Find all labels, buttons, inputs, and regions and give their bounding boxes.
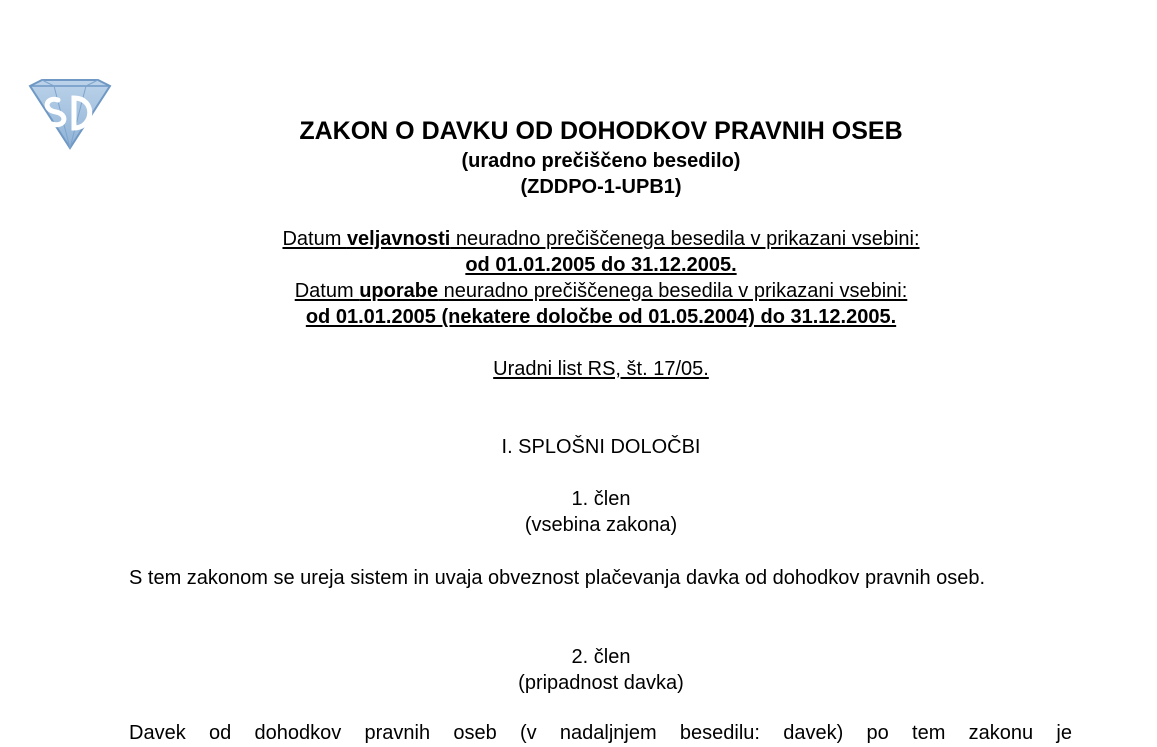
- validity-line-1: Datum veljavnosti neuradno prečiščenega besedila v prikazani vsebini:: [282, 228, 920, 250]
- validity-dates: od 01.01.2005 do 31.12.2005.: [465, 254, 737, 276]
- law-code: (ZDDPO-1-UPB1): [520, 176, 682, 198]
- article-2-text: Davek od dohodkov pravnih oseb (v nadaljnjem besedilu: davek) po tem zakonu je: [129, 722, 1072, 744]
- law-title: ZAKON O DAVKU OD DOHODKOV PRAVNIH OSEB: [299, 117, 903, 145]
- article-1-number: 1. člen: [571, 488, 631, 510]
- gazette-reference: Uradni list RS, št. 17/05.: [493, 358, 709, 380]
- sd-logo: [28, 78, 112, 150]
- article-1-title: (vsebina zakona): [524, 514, 678, 536]
- section-heading: I. SPLOŠNI DOLOČBI: [501, 436, 701, 458]
- article-2-title: (pripadnost davka): [518, 672, 684, 694]
- article-1-text: S tem zakonom se ureja sistem in uvaja obveznost plačevanja davka od dohodkov pravnih oseb.: [129, 567, 986, 589]
- article-2-number: 2. člen: [571, 646, 631, 668]
- application-dates: od 01.01.2005 (nekatere določbe od 01.05.2004) do 31.12.2005.: [305, 306, 897, 328]
- application-line: Datum uporabe neuradno prečiščenega besedila v prikazani vsebini:: [294, 280, 908, 302]
- diamond-shape: [30, 80, 110, 148]
- law-subtitle: (uradno prečiščeno besedilo): [461, 150, 741, 172]
